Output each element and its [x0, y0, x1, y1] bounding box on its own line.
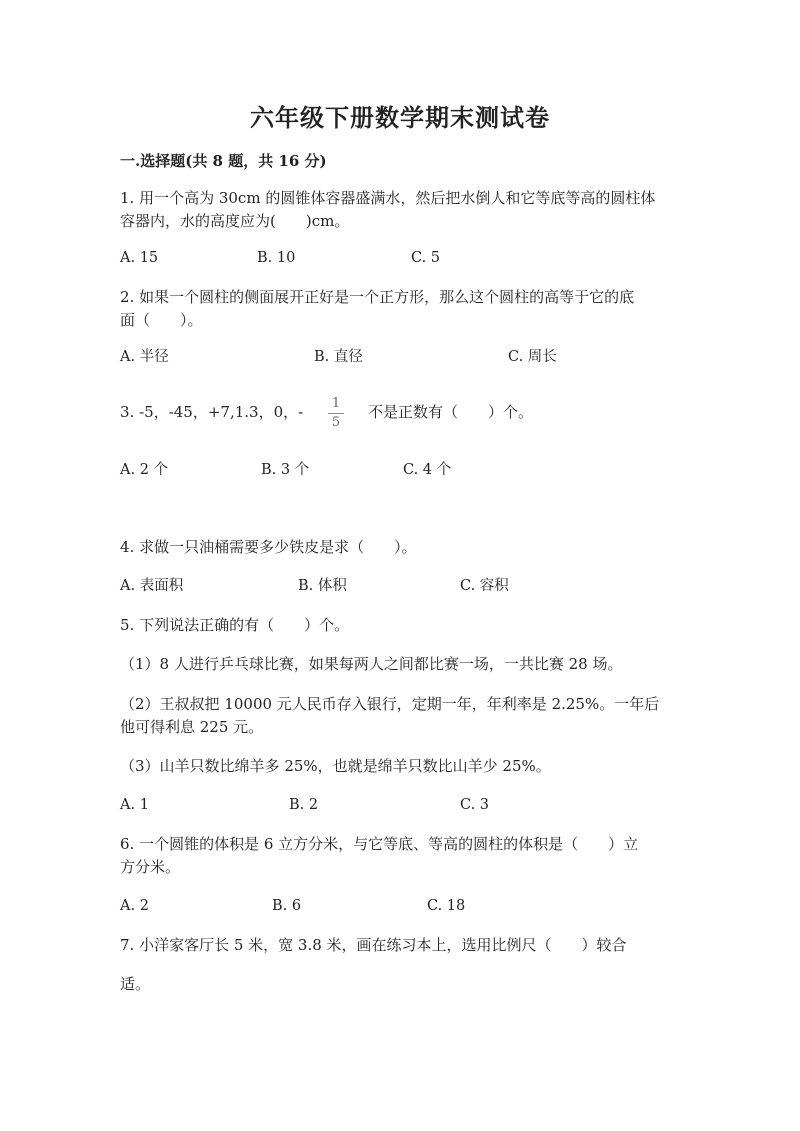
q5-statement-3: （3）山羊只数比绵羊多 25%，也就是绵羊只数比山羊少 25%。 — [120, 757, 551, 775]
q2-line-1: 2. 如果一个圆柱的侧面展开正好是一个正方形，那么这个圆柱的高等于它的底 — [120, 288, 635, 306]
q3-option-a: A. 2 个 — [120, 462, 169, 478]
q5-option-a: A. 1 — [120, 797, 149, 813]
q1-option-b: B. 10 — [257, 250, 296, 266]
q3-prefix: 3. -5，-45，+7,1.3，0，- — [120, 403, 304, 421]
section-heading: 一.选择题(共 8 题，共 16 分) — [120, 152, 327, 170]
q7-line-2: 适。 — [120, 975, 151, 993]
q5-statement-1: （1）8 人进行乒乓球比赛，如果每两人之间都比赛一场，一共比赛 28 场。 — [120, 655, 623, 673]
q3-suffix: 不是正数有（ ）个。 — [368, 403, 534, 421]
page-title: 六年级下册数学期末测试卷 — [250, 103, 550, 132]
q3-fraction — [326, 396, 346, 431]
fraction-denominator: 5 — [331, 415, 341, 430]
q4-line-1: 4. 求做一只油桶需要多少铁皮是求（ ）。 — [120, 538, 417, 556]
q1-line-1: 1. 用一个高为 30cm 的圆锥体容器盛满水，然后把水倒人和它等底等高的圆柱体 — [120, 189, 656, 207]
q6-line-1: 6. 一个圆锥的体积是 6 立方分米，与它等底、等高的圆柱的体积是（ ）立 — [120, 835, 639, 853]
q4-option-c: C. 容积 — [460, 578, 509, 594]
q1-line-2: 容器内，水的高度应为( )cm。 — [120, 212, 350, 230]
q6-option-c: C. 18 — [427, 898, 466, 914]
q1-option-a: A. 15 — [120, 250, 159, 266]
q6-option-b: B. 6 — [272, 898, 302, 914]
q3-option-c: C. 4 个 — [403, 462, 452, 478]
q1-option-c: C. 5 — [411, 250, 441, 266]
q5-option-c: C. 3 — [460, 797, 490, 813]
q2-option-b: B. 直径 — [314, 349, 363, 365]
q5-statement-2: （2）王叔叔把 10000 元人民币存入银行，定期一年，年利率是 2.25%。一年后 — [120, 695, 660, 713]
q5-statement-2-cont: 他可得利息 225 元。 — [120, 718, 264, 736]
q5-option-b: B. 2 — [289, 797, 319, 813]
fraction-numerator: 1 — [331, 396, 341, 411]
q6-line-2: 方分米。 — [120, 858, 181, 876]
q5-stem: 5. 下列说法正确的有（ ）个。 — [120, 616, 350, 634]
q4-option-b: B. 体积 — [298, 578, 347, 594]
q3-option-b: B. 3 个 — [261, 462, 310, 478]
q7-line-1: 7. 小洋家客厅长 5 米，宽 3.8 米，画在练习本上，选用比例尺（ ）较合 — [120, 936, 627, 954]
q2-option-a: A. 半径 — [120, 349, 169, 365]
q6-option-a: A. 2 — [120, 898, 149, 914]
q2-option-c: C. 周长 — [508, 349, 557, 365]
q4-option-a: A. 表面积 — [120, 578, 184, 594]
q2-line-2: 面（ ）。 — [120, 311, 203, 329]
fraction-bar — [328, 413, 344, 414]
